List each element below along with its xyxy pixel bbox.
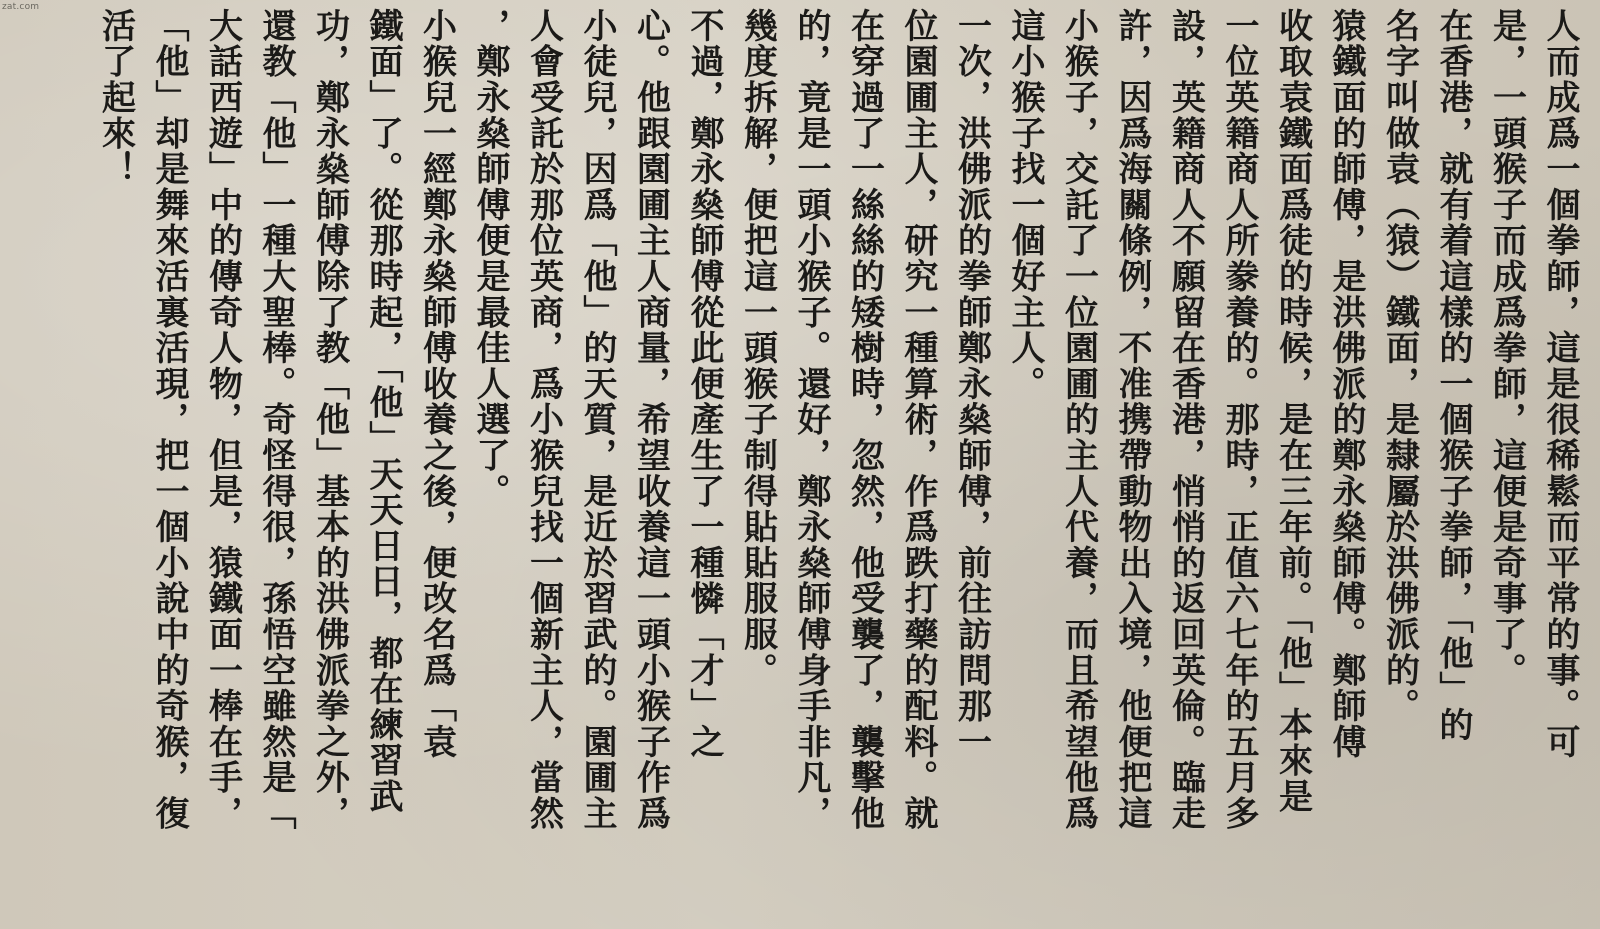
text-column: 小猴子，交託了一位園圃的主人代養，而且希望他爲 — [1058, 8, 1099, 832]
text-column: 一位英籍商人所豢養的。那時，正值六七年的五月多 — [1219, 8, 1259, 832]
text-column: 還教「他」一種大聖棒。奇怪得很，孫悟空雖然是「 — [256, 8, 296, 832]
text-column: 功，鄭永燊師傅除了教「他」基本的洪佛派拳之外， — [309, 8, 350, 832]
text-column: 在穿過了一絲絲的矮樹時，忽然，他受襲了，襲擊他 — [844, 8, 885, 832]
text-column: 這小猴子找一個好主人。 — [1005, 8, 1045, 402]
text-column: 活了起來！ — [95, 8, 136, 187]
text-column: 收取袁鐵面爲徒的時候，是在三年前。「他」本來是 — [1272, 8, 1313, 815]
text-column: 在香港，就有着這樣的一個猴子拳師，「他」的 — [1433, 8, 1473, 743]
text-column: 大話西遊」中的傳奇人物，但是，猿鐵面一棒在手， — [202, 8, 243, 832]
text-column: 的，竟是一頭小猴子。還好，鄭永燊師傅身手非凡， — [791, 8, 831, 832]
text-column: 位園圃主人，研究一種算術，作爲跌打藥的配料。就 — [898, 8, 938, 832]
text-column: 心。他跟園圃主人商量，希望收養這一頭小猴子作爲 — [630, 8, 671, 832]
text-column: 猿鐵面的師傅，是洪佛派的鄭永燊師傅。鄭師傅 — [1326, 8, 1366, 760]
text-column: 人而成爲一個拳師，這是很稀鬆而平常的事。可 — [1540, 8, 1580, 760]
text-column: 小猴兒一經鄭永燊師傅收養之後，便改名爲「袁 — [416, 8, 457, 760]
watermark: zat.com — [2, 2, 40, 12]
text-column: 是，一頭猴子而成爲拳師，這便是奇事了。 — [1486, 8, 1527, 689]
text-column: 許，因爲海關條例，不准携帶動物出入境，他便把這 — [1112, 8, 1152, 832]
text-column: 幾度拆解，便把這一頭猴子制得貼貼服服。 — [737, 8, 778, 689]
text-column: 一次，洪佛派的拳師鄭永燊師傅，前往訪問那一 — [951, 8, 992, 760]
text-column: 鐵面」了。從那時起，「他」天天日日，都在練習武 — [363, 8, 403, 815]
text-column: 人會受託於那位英商，爲小猴兒找一個新主人，當然 — [523, 8, 564, 832]
text-column: 設，英籍商人不願留在香港，悄悄的返回英倫。臨走 — [1165, 8, 1206, 832]
text-column: ，鄭永燊師傅便是最佳人選了。 — [470, 8, 510, 510]
text-column: 「他」却是舞來活裏活現，把一個小說中的奇猴，復 — [149, 8, 189, 832]
text-column: 小徒兒，因爲「他」的天質，是近於習武的。園圃主 — [577, 8, 617, 832]
text-column: 不過，鄭永燊師傅從此便產生了一種憐「才」之 — [684, 8, 724, 760]
text-column: 名字叫做袁（猿）鐵面，是隸屬於洪佛派的。 — [1379, 8, 1420, 724]
